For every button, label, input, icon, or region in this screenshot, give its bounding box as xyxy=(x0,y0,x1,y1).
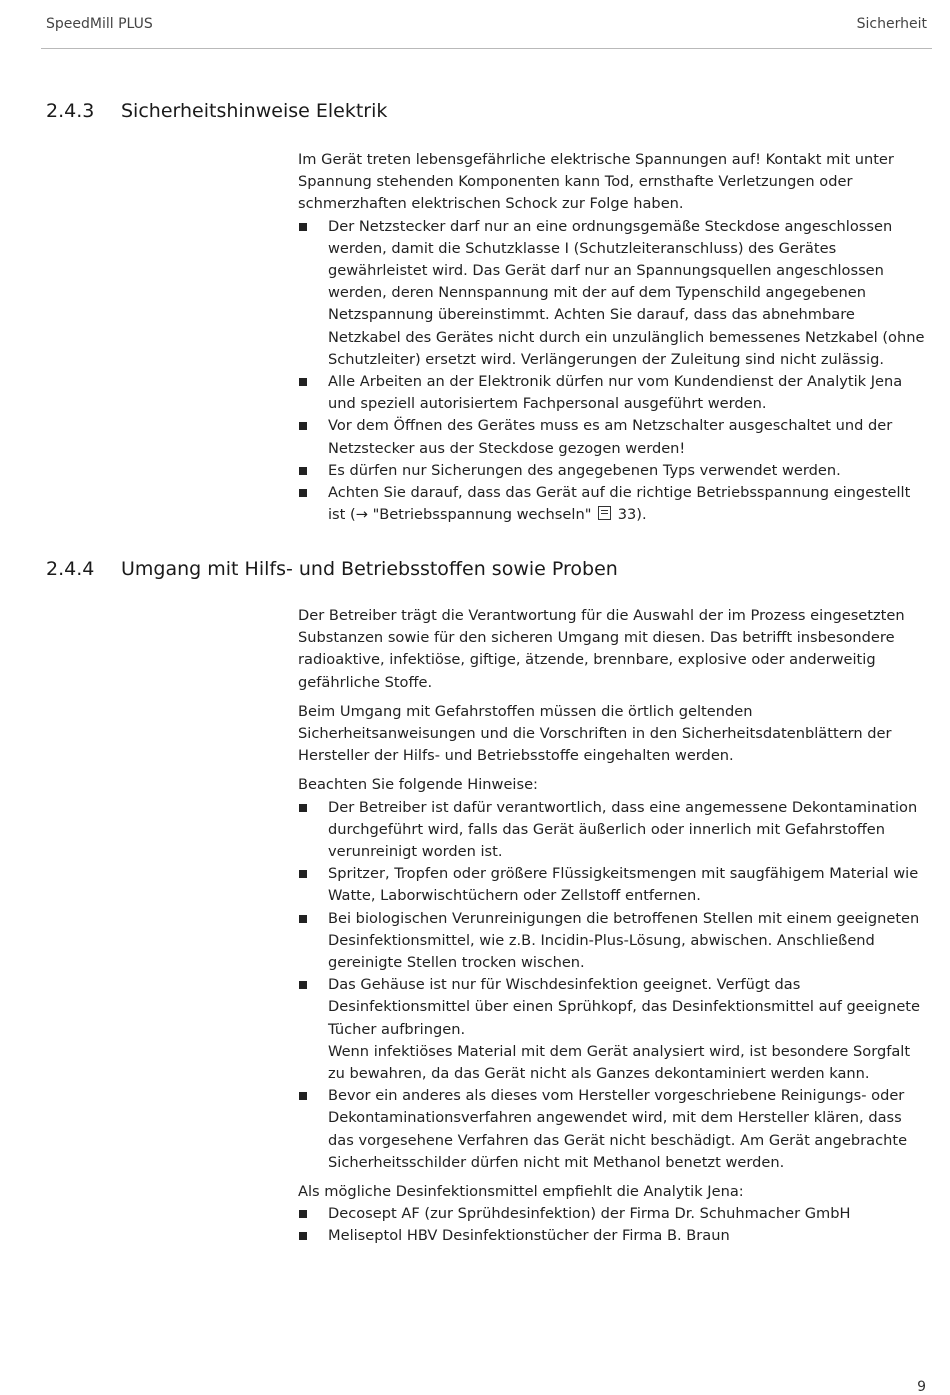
bullet-square-icon xyxy=(299,489,307,497)
bullet-square-icon xyxy=(299,870,307,878)
list-item-text: Decosept AF (zur Sprühdesinfektion) der Firma Dr. Schuhmacher GmbH xyxy=(328,1205,851,1223)
list-item-text: Das Gehäuse ist nur für Wischdesinfektion geeignet. Verfügt das Desinfektionsmittel über einen Sprühkopf, das Desinfektionsmittel auf geeignete Tücher aufbringen. xyxy=(328,976,921,1038)
header-divider xyxy=(41,48,932,49)
list-item xyxy=(298,908,926,975)
list-item-text: Alle Arbeiten an der Elektronik dürfen nur vom Kundendienst der Analytik Jena und speziell autorisiertem Fachpersonal ausgeführt werden. xyxy=(328,373,903,413)
bullet-square-icon xyxy=(299,1210,307,1218)
bullet-square-icon xyxy=(299,422,307,430)
paragraph-responsibility: Der Betreiber trägt die Verantwortung für die Auswahl der im Prozess eingesetzten Substanzen sowie für den sicheren Umgang mit diesen. Das betrifft insbesondere radioaktive, infektiöse, giftige, ätzende, brennbare, explosive oder anderweitig gefährliche Stoffe. xyxy=(298,607,905,691)
section-body-electrical xyxy=(298,149,926,533)
bullet-square-icon xyxy=(299,223,307,231)
section-title: Umgang mit Hilfs- und Betriebsstoffen sowie Proben xyxy=(121,558,618,580)
bullet-square-icon xyxy=(299,467,307,475)
list-item xyxy=(298,460,926,482)
header-chapter-name: Sicherheit xyxy=(856,16,927,32)
bullet-square-icon xyxy=(299,378,307,386)
paragraph-disinfectants-intro: Als mögliche Desinfektionsmittel empfiehlt die Analytik Jena: xyxy=(298,1183,744,1201)
list-item xyxy=(298,863,926,907)
bullet-list xyxy=(298,216,926,527)
paragraph-notes-intro: Beachten Sie folgende Hinweise: xyxy=(298,776,538,794)
section-number: 2.4.3 xyxy=(46,100,95,122)
list-item xyxy=(298,371,926,415)
page-number: 9 xyxy=(917,1379,926,1395)
bullet-square-icon xyxy=(299,981,307,989)
bullet-list xyxy=(298,797,926,1174)
book-icon xyxy=(598,506,611,520)
bullet-list xyxy=(298,1203,926,1247)
list-item-text: Es dürfen nur Sicherungen des angegebenen Typs verwendet werden. xyxy=(328,461,841,479)
list-item xyxy=(298,1225,926,1247)
list-item xyxy=(298,1085,926,1174)
list-item xyxy=(298,482,926,526)
cross-reference-page[interactable]: 33). xyxy=(617,506,647,524)
bullet-square-icon xyxy=(299,915,307,923)
list-item-text: Der Betreiber ist dafür verantwortlich, dass eine angemessene Dekontamination durchgeführt wird, falls das Gerät äußerlich oder innerlich mit Gefahrstoffen verunreinigt worden ist. xyxy=(328,798,918,861)
bullet-square-icon xyxy=(299,1092,307,1100)
cross-reference-text[interactable]: Achten Sie darauf, dass das Gerät auf die richtige Betriebsspannung eingestellt ist (→ "Betriebsspannung wechseln" xyxy=(328,484,911,524)
list-item xyxy=(298,216,926,371)
list-item-text: Spritzer, Tropfen oder größere Flüssigkeitsmengen mit saugfähigem Material wie Watte, Laborwischtüchern oder Zellstoff entfernen. xyxy=(328,865,919,905)
header-product-name: SpeedMill PLUS xyxy=(46,16,153,32)
paragraph-hazardous: Beim Umgang mit Gefahrstoffen müssen die örtlich geltenden Sicherheitsanweisungen und die Vorschriften in den Sicherheitsdatenblättern der Hersteller der Hilfs- und Betriebsstoffe eingehalten werden. xyxy=(298,702,892,765)
section-heading-substances xyxy=(46,558,618,580)
list-item-text: Wenn infektiöses Material mit dem Gerät analysiert wird, ist besondere Sorgfalt zu bewahren, da das Gerät nicht als Ganzes dekontaminiert werden kann. xyxy=(328,1042,911,1083)
list-item-text: Bevor ein anderes als dieses vom Hersteller vorgeschriebene Reinigungs- oder Dekontaminationsverfahren angewendet wird, mit dem Hersteller klären, dass das vorgesehene Verfahren das Gerät nicht beschädigt. Am Gerät angebrachte Sicherheitsschilder dürfen nicht mit Methanol benetzt werden. xyxy=(328,1087,908,1171)
list-item-text: Vor dem Öffnen des Gerätes muss es am Netzschalter ausgeschaltet und der Netzstecker aus der Steckdose gezogen werden! xyxy=(328,417,893,457)
bullet-square-icon xyxy=(299,1232,307,1240)
list-item-text: Der Netzstecker darf nur an eine ordnungsgemäße Steckdose angeschlossen werden, damit die Schutzklasse I (Schutzleiteranschluss) des Gerätes gewährleistet wird. Das Gerät darf nur an Spannungsquellen angeschlossen werden, deren Nennspannung mit der auf dem Typenschild angegebenen Netzspannung übereinstimmt. Achten Sie darauf, dass das abnehmbare Netzkabel des Gerätes nicht durch ein unzulänglich bemessenes Netzkabel (ohne Schutzleiter) ersetzt wird. Verlängerungen der Zuleitung sind nicht zulässig. xyxy=(328,217,925,368)
list-item xyxy=(298,797,926,864)
list-item-text: Bei biologischen Verunreinigungen die betroffenen Stellen mit einem geeigneten Desinfektionsmittel, wie z.B. Incidin-Plus-Lösung, abwischen. Anschließend gereinigte Stellen trocken wischen. xyxy=(328,909,920,972)
list-item xyxy=(298,1203,926,1225)
intro-paragraph: Im Gerät treten lebensgefährliche elektrische Spannungen auf! Kontakt mit unter Spannung stehenden Komponenten kann Tod, ernsthafte Verletzungen oder schmerzhaften elektrischen Schock zur Folge haben. xyxy=(298,151,894,213)
bullet-square-icon xyxy=(299,804,307,812)
list-item-text: Meliseptol HBV Desinfektionstücher der Firma B. Braun xyxy=(328,1227,730,1245)
section-title: Sicherheitshinweise Elektrik xyxy=(121,100,388,122)
list-item xyxy=(298,415,926,459)
list-item xyxy=(298,974,926,1085)
section-body-substances xyxy=(298,605,926,1255)
section-number: 2.4.4 xyxy=(46,558,95,580)
section-heading-electrical xyxy=(46,100,387,122)
